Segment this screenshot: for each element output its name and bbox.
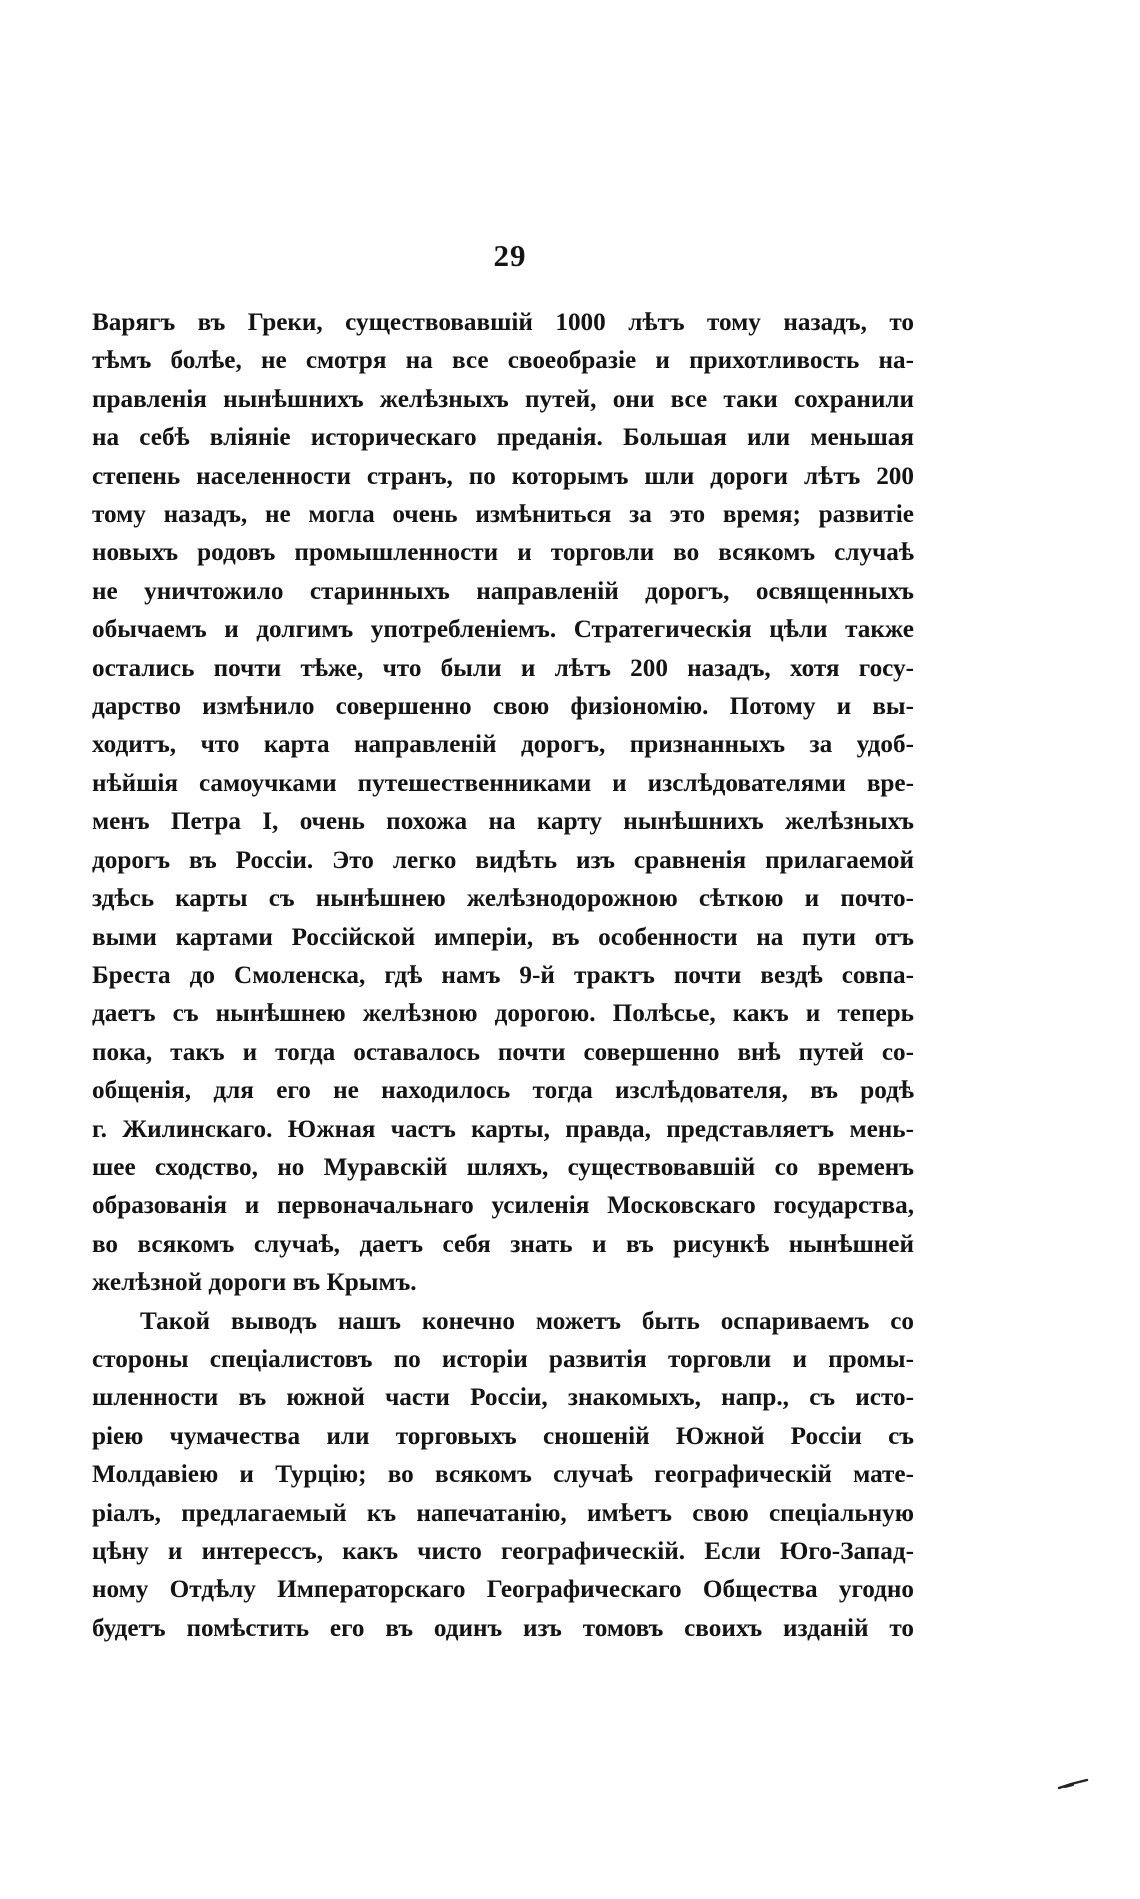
text-line: остались почти тѣже, что были и лѣтъ 200 назадъ, хотя госу- [92, 654, 914, 682]
body-text [92, 304, 914, 1648]
text-line: шее сходство, но Муравскій шляхъ, существовавшій со временъ [92, 1153, 914, 1181]
text-line: Такой выводъ нашъ конечно можетъ быть оспариваемъ со [140, 1307, 914, 1335]
text-line: не уничтожило старинныхъ направленій дорогъ, освященныхъ [92, 577, 914, 605]
text-line: нѣйшія самоучками путешественниками и изслѣдователями вре- [92, 769, 914, 797]
text-line: шленности въ южной части Россіи, знакомыхъ, напр., съ исто- [92, 1384, 914, 1412]
paragraph-2 [92, 1303, 914, 1649]
text-line: обычаемъ и долгимъ употребленіемъ. Стратегическія цѣли также [92, 616, 914, 644]
text-line: будетъ помѣстить его въ одинъ изъ томовъ своихъ изданій то [92, 1614, 914, 1642]
text-line: новыхъ родовъ промышленности и торговли во всякомъ случаѣ [92, 539, 914, 567]
text-line: пока, такъ и тогда оставалось почти совершенно внѣ путей со- [92, 1038, 914, 1066]
text-line: ріею чумачества или торговыхъ сношеній Южной Россіи съ [92, 1422, 914, 1450]
text-line: дорогъ въ Россіи. Это легко видѣть изъ сравненія прилагаемой [92, 846, 914, 874]
text-line: степень населенности странъ, по которымъ шли дороги лѣтъ 200 [92, 462, 914, 490]
text-line: Варягъ въ Греки, существовавшій 1000 лѣтъ тому назадъ, то [92, 309, 914, 336]
text-line: Бреста до Смоленска, гдѣ намъ 9-й трактъ почти вездѣ совпа- [92, 961, 914, 989]
ink-smudge-icon [1057, 1778, 1089, 1790]
text-line: образованія и первоначальнаго усиленія Московскаго государства, [92, 1192, 914, 1220]
text-line: здѣсь карты съ нынѣшнею желѣзнодорожною сѣткою и почто- [92, 885, 914, 913]
text-line: стороны спеціалистовъ по исторіи развитія торговли и промы- [92, 1345, 914, 1373]
text-line: даетъ съ нынѣшнею желѣзною дорогою. Полѣсье, какъ и теперь [92, 1000, 914, 1028]
text-line: ріалъ, предлагаемый къ напечатанію, имѣетъ свою спеціальную [92, 1499, 914, 1527]
text-line: ходитъ, что карта направленій дорогъ, признанныхъ за удоб- [92, 731, 914, 759]
text-line: дарство измѣнило совершенно свою физіономію. Потому и вы- [92, 693, 914, 721]
text-line: ному Отдѣлу Императорскаго Географическаго Общества угодно [92, 1576, 914, 1604]
text-line: тѣмъ болѣе, не смотря на все своеобразіе и прихотливость на- [92, 347, 914, 375]
text-line: выми картами Россійской имперіи, въ особенности на пути отъ [92, 923, 914, 951]
text-line: менъ Петра I, очень похожа на карту нынѣшнихъ желѣзныхъ [92, 808, 914, 836]
text-line: желѣзной дороги въ Крымъ. [92, 1269, 417, 1297]
paragraph-1 [92, 304, 914, 1303]
text-line: правленія нынѣшнихъ желѣзныхъ путей, они все таки сохранили [92, 385, 914, 413]
text-line: г. Жилинскаго. Южная частъ карты, правда, представляетъ мень- [92, 1115, 914, 1143]
text-line: во всякомъ случаѣ, даетъ себя знать и въ рисункѣ нынѣшней [92, 1230, 914, 1258]
text-line: общенія, для его не находилось тогда изслѣдователя, въ родѣ [92, 1077, 914, 1105]
text-line: Молдавіею и Турцію; во всякомъ случаѣ географическій мате- [92, 1461, 914, 1489]
text-line: на себѣ вліяніе историческаго преданія. Большая или меньшая [92, 424, 914, 452]
text-line: цѣну и интерессъ, какъ чисто географическій. Если Юго-Запад- [92, 1538, 914, 1565]
text-line: тому назадъ, не могла очень измѣниться за это время; развитіе [92, 501, 914, 529]
page-number: 29 [493, 238, 527, 273]
